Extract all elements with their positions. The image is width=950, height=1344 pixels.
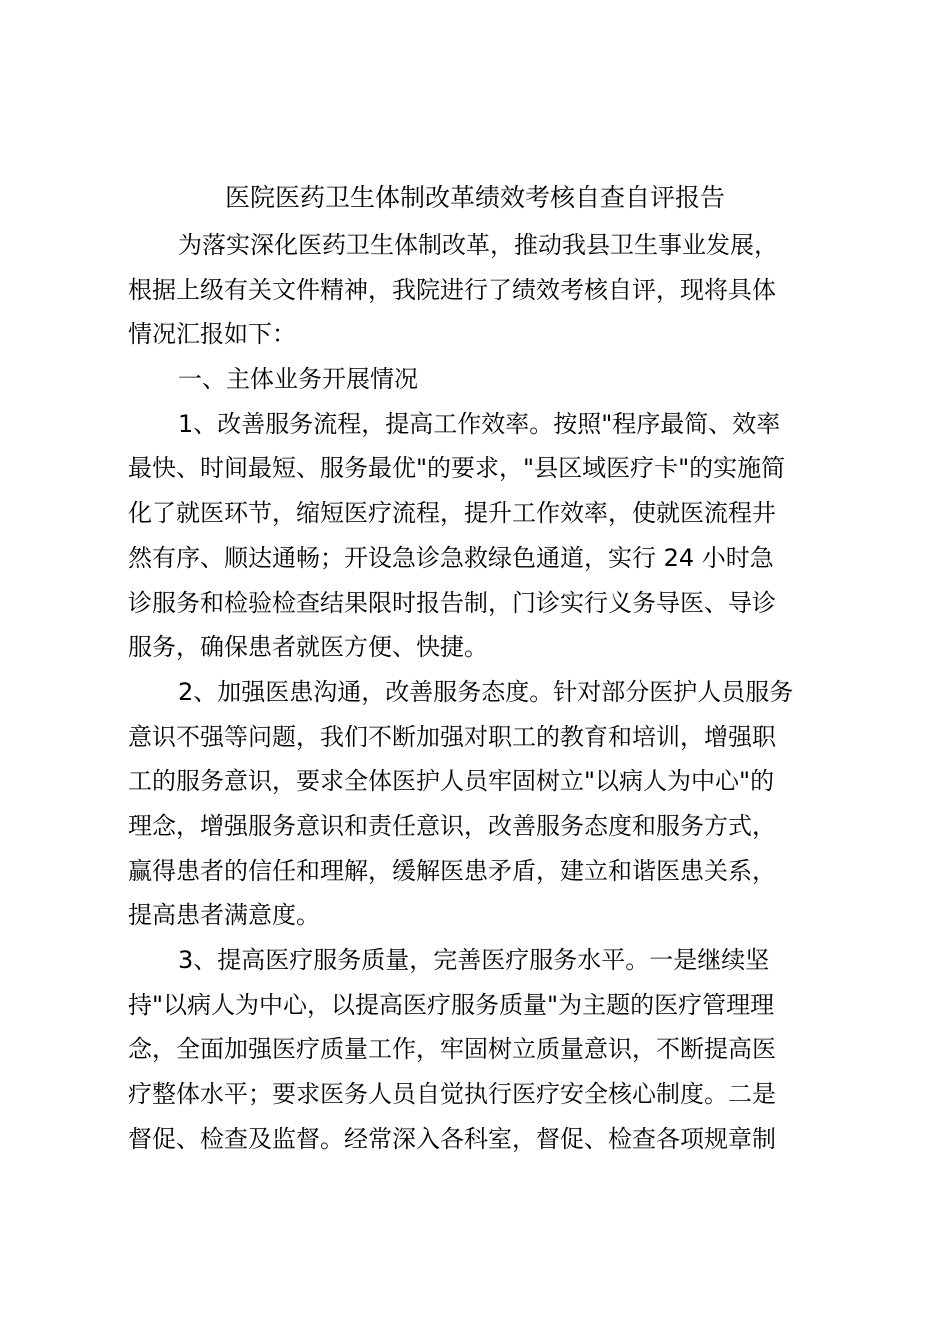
text-line: 赢得患者的信任和理解，缓解医患矛盾，建立和谐医患关系， bbox=[128, 856, 776, 885]
text-line: 3、提高医疗服务质量，完善医疗服务水平。一是继续坚 bbox=[178, 946, 770, 974]
text-line: 2、加强医患沟通，改善服务态度。针对部分医护人员服务 bbox=[178, 677, 794, 706]
text-line: 情况汇报如下： bbox=[128, 320, 296, 349]
text-line: 念，全面加强医疗质量工作，牢固树立质量意识，不断提高医 bbox=[128, 1035, 776, 1064]
text-line: 化了就医环节，缩短医疗流程，提升工作效率，使就医流程井 bbox=[128, 499, 776, 528]
text-line: 持"以病人为中心，以提高医疗服务质量"为主题的医疗管理理 bbox=[128, 990, 775, 1019]
document-body bbox=[128, 223, 828, 1161]
text-line: 1、改善服务流程，提高工作效率。按照"程序最简、效率 bbox=[178, 409, 781, 438]
text-line: 最快、时间最短、服务最优"的要求，"县区域医疗卡"的实施简 bbox=[128, 454, 786, 483]
text-line: 疗整体水平；要求医务人员自觉执行医疗安全核心制度。二是 bbox=[128, 1080, 776, 1109]
text-line: 提高患者满意度。 bbox=[128, 901, 320, 930]
document-title: 医院医药卫生体制改革绩效考核自查自评报告 bbox=[224, 183, 725, 212]
text-line: 诊服务和检验检查结果限时报告制，门诊实行义务导医、导诊 bbox=[128, 588, 776, 617]
section-heading: 一、主体业务开展情况 bbox=[178, 365, 418, 394]
text-line: 督促、检查及监督。经常深入各科室，督促、检查各项规章制 bbox=[128, 1124, 776, 1153]
text-line: 意识不强等问题，我们不断加强对职工的教育和培训，增强职 bbox=[128, 722, 776, 751]
text-line: 为落实深化医药卫生体制改革，推动我县卫生事业发展， bbox=[178, 231, 778, 259]
text-line: 理念，增强服务意识和责任意识，改善服务态度和服务方式， bbox=[128, 811, 776, 840]
text-line: 工的服务意识，要求全体医护人员牢固树立"以病人为中心"的 bbox=[128, 767, 775, 796]
text-line: 根据上级有关文件精神，我院进行了绩效考核自评，现将具体 bbox=[128, 275, 776, 304]
text-line: 服务，确保患者就医方便、快捷。 bbox=[128, 633, 488, 662]
text-line: 然有序、顺达通畅；开设急诊急救绿色通道，实行 24 小时急 bbox=[128, 543, 774, 572]
